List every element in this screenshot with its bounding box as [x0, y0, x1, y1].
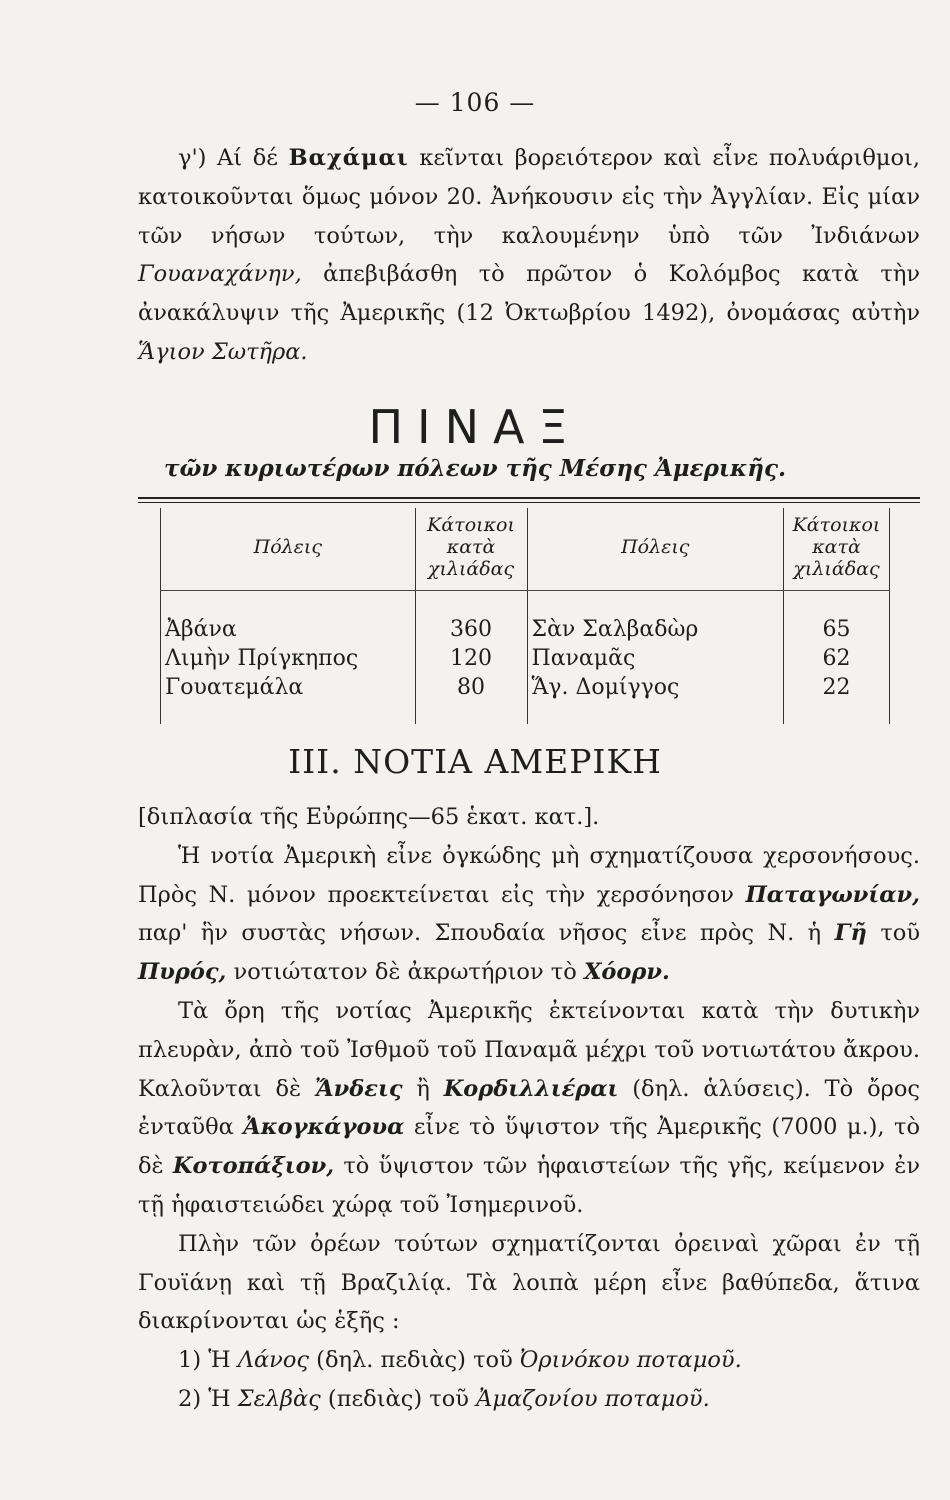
intro-italic-2: Ἅγιον Σωτῆρα. [138, 338, 308, 365]
text-run: εἶνε τὸ ὕψιστον τῆς Ἀμερικῆς (7000 μ.), τὸ δὲ [138, 1114, 920, 1180]
city-cell: Γουατεμάλα [161, 673, 416, 724]
header-pop-right-2: κατὰ [812, 536, 861, 558]
pop-cell: 62 [784, 644, 890, 673]
city-cell: Σὰν Σαλβαδὼρ [527, 591, 784, 645]
city-cell: Παναμᾶς [527, 644, 784, 673]
header-pop-left [415, 508, 527, 591]
text-run: τοῦ [866, 920, 920, 947]
pop-cell: 80 [415, 673, 527, 724]
text-run: ἢ [402, 1075, 444, 1102]
pop-cell: 65 [784, 591, 890, 645]
intro-text-1: κεῖνται βορειότερον καὶ εἶνε πολυάριθμοι, κατοικοῦνται ὅμως μόνον 20. Ἀνήκουσιν εἰς τὴν Ἀγγλίαν. Εἰς μίαν τῶν νήσων τούτων, τὴν καλουμένην ὑπὸ τῶν Ἰνδιάνων [138, 145, 921, 249]
header-cities-left: Πόλεις [161, 508, 416, 591]
pop-cell: 120 [415, 644, 527, 673]
text-run: Ἀμαζονίου ποταμοῦ. [476, 1385, 710, 1412]
text-run: Γῆ [834, 920, 867, 947]
text-run: Ἄνδεις [314, 1075, 403, 1102]
table-rule-top-thin [138, 502, 920, 503]
text-run: Κορδιλλιέραι [443, 1075, 619, 1102]
intro-text-2: ἀπεβιβάσθη τὸ πρῶτον ὁ Κολόμβος κατὰ τὴν ἀνακάλυψιν τῆς Ἀμερικῆς (12 Ὀκτωβρίου 1492), ὀνομάσας αὐτὴν [138, 261, 920, 327]
text-run: (δηλ. ἁλύσεις). Τὸ ὄρος ἐνταῦθα [138, 1075, 920, 1141]
pop-cell: 22 [784, 673, 890, 724]
text-run: Ἡ νοτία Ἀμερικὴ εἶνε ὀγκώδης μὴ σχηματίζουσα χερσονήσους. Πρὸς Ν. μόνον προεκτείνεται εἰς τὴν χερσόνησον [138, 842, 920, 908]
text-run: νοτιώτατον δὲ ἀκρωτήριον τὸ [226, 959, 584, 986]
table-row [161, 673, 890, 724]
text-run: Σελβὰς [237, 1385, 321, 1412]
text-run: Τὰ ὄρη τῆς νοτίας Ἀμερικῆς ἐκτείνονται κατὰ τὴν δυτικὴν πλευρὰν, ἀπὸ τοῦ Ἰσθμοῦ τοῦ Παναμᾶ μέχρι τοῦ νοτιωτάτου ἄκρου. Καλοῦνται δὲ [138, 997, 920, 1102]
text-run: παρ' ἣν συστὰς νήσων. Σπουδαία νῆσος εἶνε πρὸς Ν. ἡ [138, 920, 835, 947]
city-cell: Λιμὴν Πρίγκηπος [161, 644, 416, 673]
list-item-2 [138, 1380, 920, 1419]
header-pop-left-3: χιλιάδας [427, 558, 515, 580]
cities-table [160, 508, 890, 724]
pop-cell: 360 [415, 591, 527, 645]
header-pop-right-1: Κάτοικοι [792, 514, 881, 536]
page-number: — 106 — [414, 88, 536, 117]
paragraph-2 [138, 992, 920, 1225]
paragraph-1 [138, 837, 920, 992]
text-run: Λάνος [237, 1347, 310, 1374]
text-run: Κοτοπάξιον, [172, 1153, 335, 1180]
text-run: Πυρός, [138, 959, 227, 986]
header-pop-left-2: κατὰ [446, 536, 496, 558]
table-row [161, 644, 890, 673]
header-pop-right [784, 508, 890, 591]
paragraph-3: Πλὴν τῶν ὀρέων τούτων σχηματίζονται ὀρειναὶ χῶραι ἐν τῇ Γουϊάνῃ καὶ τῇ Βραζιλίᾳ. Τὰ λοιπὰ μέρη εἶνε βαθύπεδα, ἅτινα διακρίνονται ὡς ἑξῆς : [138, 1230, 920, 1335]
text-run: Ὀρινόκου ποταμοῦ. [519, 1347, 742, 1374]
text-run: 1) Ἡ [178, 1347, 238, 1374]
text-run: Παταγωνίαν, [745, 881, 920, 908]
intro-label: γ') Αί δέ [178, 145, 278, 171]
table-title: ΠΙΝΑΞ [368, 400, 582, 454]
table-row [161, 591, 890, 645]
table-subtitle: τῶν κυριωτέρων πόλεων τῆς Μέσης Ἀμερικῆς. [163, 455, 787, 482]
section-title: III. ΝΟΤΙΑ ΑΜΕΡΙΚΗ [288, 742, 662, 781]
header-pop-right-3: χιλιάδας [793, 558, 880, 580]
text-run: 2) Ἡ [178, 1385, 238, 1412]
bahamas-word: Βαχάμαι [288, 145, 409, 171]
south-america-text [138, 798, 920, 1419]
text-run: Ἀκογκάγουα [243, 1114, 405, 1141]
city-cell: Ἅγ. Δομίγγος [527, 673, 784, 724]
header-pop-left-1: Κάτοικοι [427, 514, 515, 536]
table-rule-top [138, 497, 920, 499]
city-cell: Ἀβάνα [161, 591, 416, 645]
area-note: [διπλασία τῆς Εὐρώπης—65 ἑκατ. κατ.]. [138, 804, 600, 830]
intro-paragraph [138, 139, 920, 372]
text-run: (δηλ. πεδιὰς) τοῦ [309, 1347, 520, 1374]
text-run: Χόορν. [583, 959, 670, 986]
list-item-1 [138, 1341, 920, 1380]
intro-italic-1: Γουαναχάνην, [138, 261, 302, 288]
text-run: (πεδιὰς) τοῦ [320, 1385, 477, 1412]
header-cities-right: Πόλεις [527, 508, 784, 591]
text-run: τὸ ὕψιστον τῶν ἡφαιστείων τῆς γῆς, κείμενον ἐν τῇ ἡφαιστειώδει χώρᾳ τοῦ Ἰσημερινοῦ. [138, 1153, 920, 1218]
table-header-row [161, 508, 890, 591]
